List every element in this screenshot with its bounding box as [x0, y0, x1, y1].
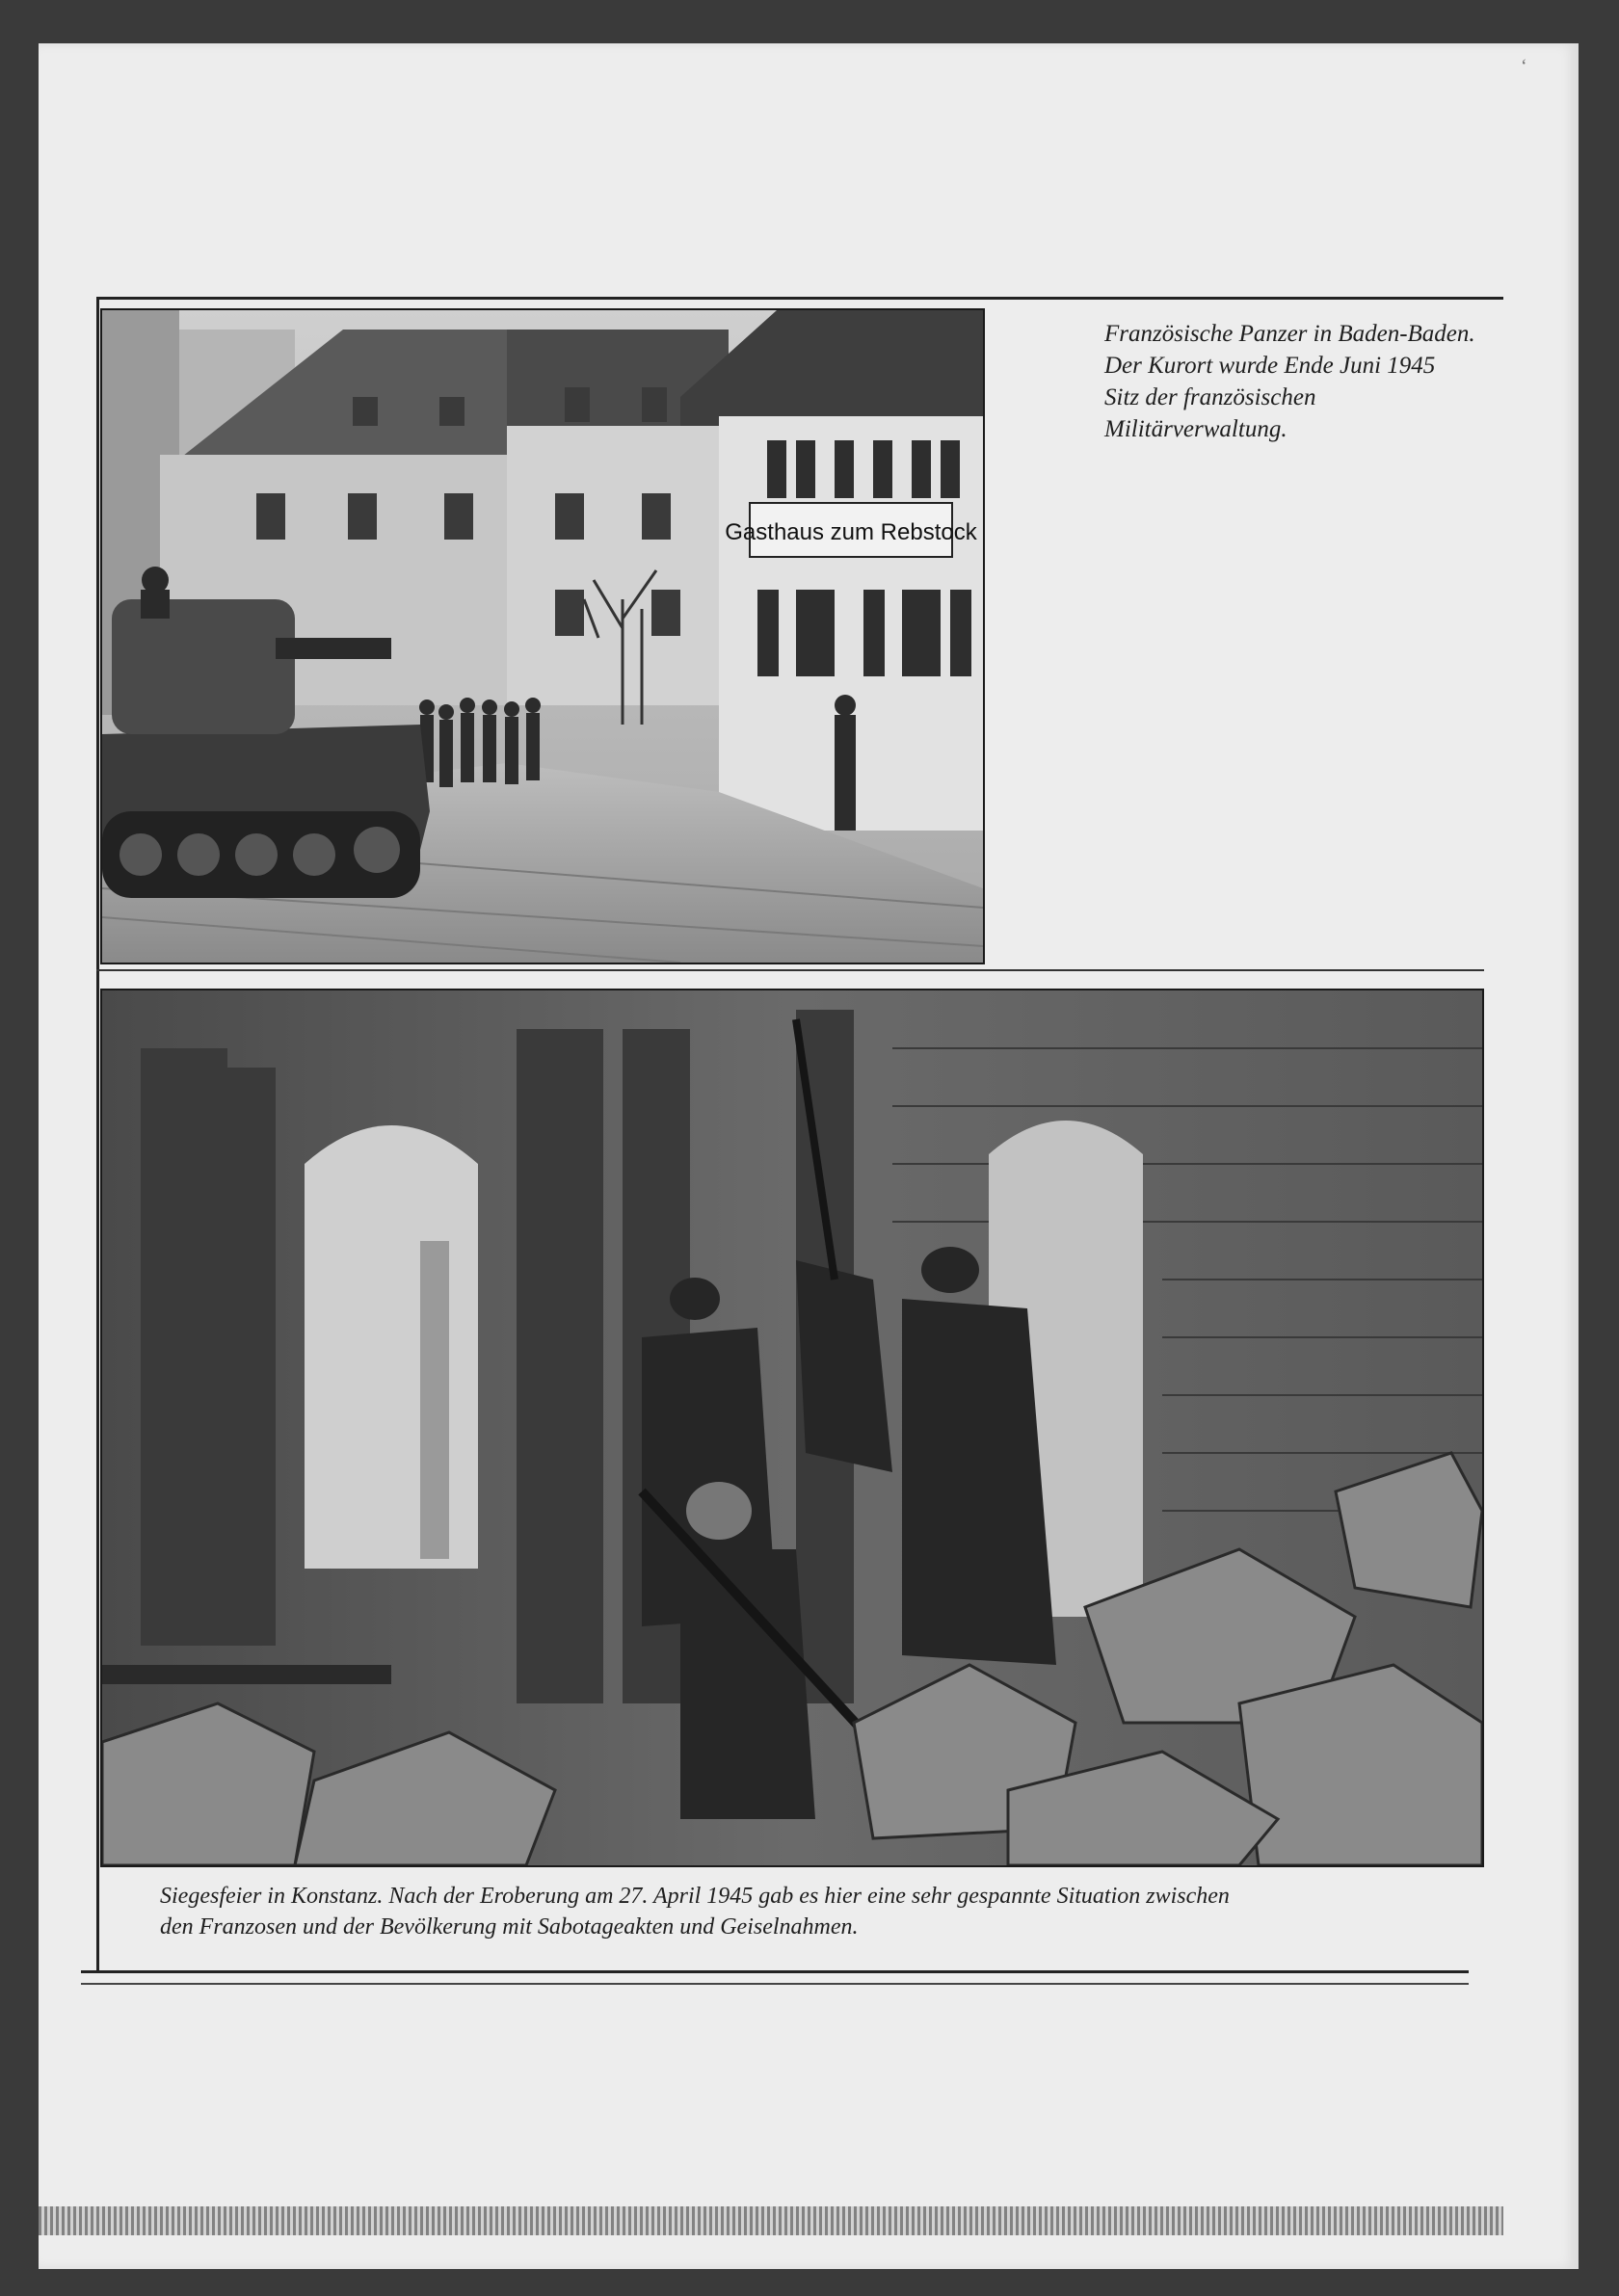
gasthaus-sign: Gasthaus zum Rebstock: [725, 519, 977, 545]
caption-line: den Franzosen und der Bevölkerung mit Sabotageakten und Geiselnahmen.: [160, 1914, 859, 1940]
corner-mark: ʻ: [1521, 56, 1527, 77]
page-edge-strip: [39, 2206, 1503, 2235]
caption-line: Sitz der französischen: [1104, 384, 1316, 410]
caption-line: Der Kurort wurde Ende Juni 1945: [1104, 353, 1436, 379]
soldiers-ruins-photo: [100, 989, 1484, 1867]
frame-line-bottom-secondary: [81, 1983, 1469, 1985]
caption-line: Französische Panzer in Baden-Baden.: [1104, 321, 1475, 347]
frame-line-left: [96, 297, 99, 1970]
caption-line: Siegesfeier in Konstanz. Nach der Eroberung am 27. April 1945 gab es hier eine sehr gespannte Situation zwischen: [160, 1884, 1230, 1909]
frame-line-bottom: [81, 1970, 1469, 1973]
tank-street-photo: [100, 308, 985, 964]
bottom-photo-caption: [160, 1881, 1451, 1942]
frame-line-middle: [96, 969, 1484, 971]
top-photo-caption: [1104, 318, 1519, 445]
frame-line-top: [96, 297, 1503, 300]
caption-line: Militärverwaltung.: [1104, 416, 1287, 442]
